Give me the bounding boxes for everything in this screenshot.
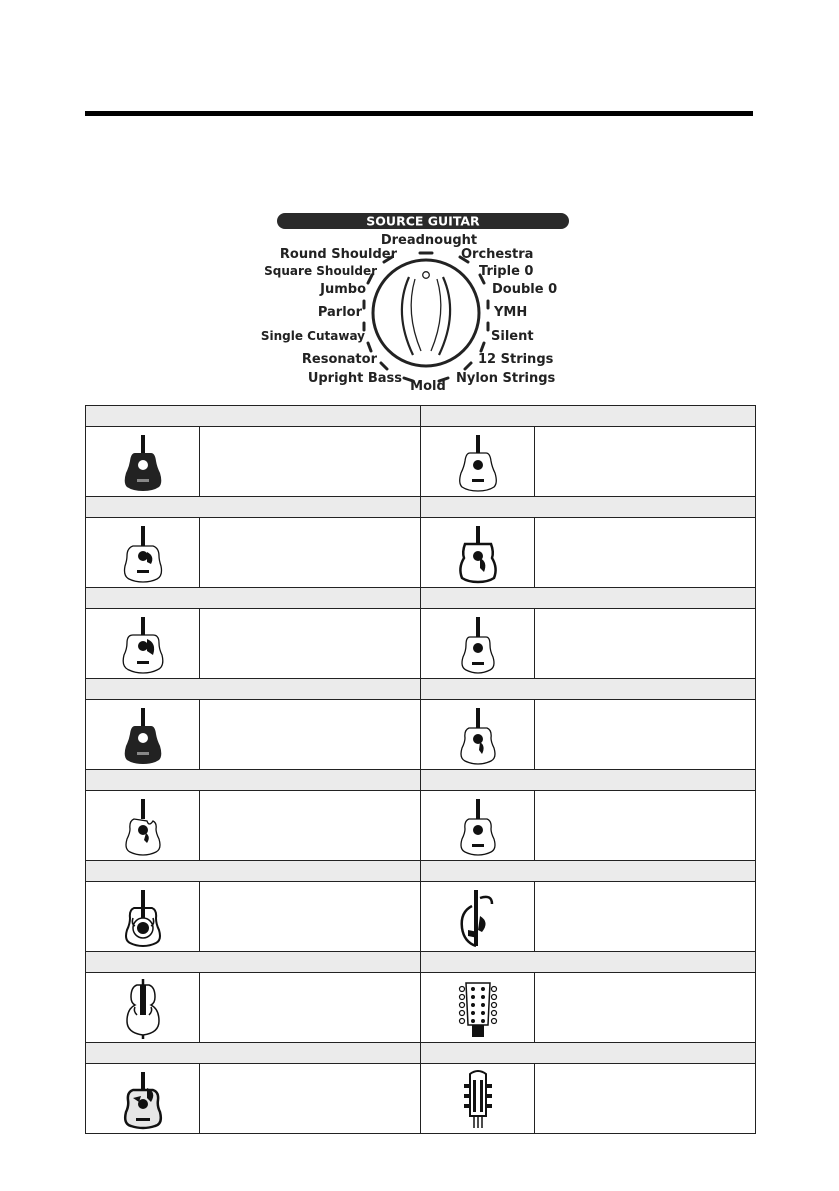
dial-position-upright-bass: Upright Bass — [307, 371, 402, 386]
twelve-string-headstock-icon — [421, 973, 535, 1042]
table-cell — [421, 679, 755, 770]
description — [200, 791, 420, 860]
nylon-string-headstock-icon — [421, 1064, 535, 1133]
cell-header — [421, 588, 755, 609]
dial-position-mold: Mold — [410, 379, 446, 394]
cell-header — [86, 588, 420, 609]
dial-position-dreadnought: Dreadnought — [380, 233, 478, 248]
upright-bass-icon — [86, 973, 200, 1042]
top-rule — [85, 111, 753, 116]
cell-header — [86, 770, 420, 791]
description — [535, 1064, 755, 1133]
parlor-guitar-icon — [421, 609, 535, 678]
dial-position-parlor: Parlor — [317, 305, 362, 320]
cell-header — [86, 497, 420, 518]
cell-header — [421, 861, 755, 882]
dial-position-round-shoulder: Round Shoulder — [279, 247, 397, 262]
mold-guitar-icon — [86, 1064, 200, 1133]
cell-header — [86, 406, 420, 427]
dial-position-resonator: Resonator — [301, 352, 377, 367]
triple-zero-guitar-icon — [421, 791, 535, 860]
description — [535, 609, 755, 678]
orchestra-guitar-icon — [421, 700, 535, 769]
description — [200, 700, 420, 769]
description — [200, 518, 420, 587]
round-shoulder-guitar-icon — [86, 518, 200, 587]
table-cell — [421, 770, 755, 861]
square-shoulder-guitar-icon — [421, 518, 535, 587]
table-cell — [421, 952, 755, 1043]
dial-knob[interactable] — [373, 260, 479, 366]
cell-header — [86, 861, 420, 882]
description — [535, 973, 755, 1042]
dial-title: SOURCE GUITAR — [366, 213, 480, 229]
cell-header — [86, 679, 420, 700]
single-cutaway-dark-guitar-icon — [86, 700, 200, 769]
guitar-type-table — [85, 405, 756, 1134]
table-cell — [421, 406, 755, 497]
cell-header — [421, 952, 755, 973]
table-cell — [86, 1043, 421, 1133]
silent-guitar-icon — [421, 882, 535, 951]
dial-position-square-shoulder: Square Shoulder — [264, 264, 377, 278]
dial-pointer-dot — [423, 272, 430, 279]
table-cell — [86, 406, 421, 497]
description — [535, 518, 755, 587]
cutaway-guitar-icon — [86, 791, 200, 860]
table-cell — [86, 497, 421, 588]
table-cell — [421, 1043, 755, 1133]
description — [535, 700, 755, 769]
description — [535, 882, 755, 951]
cell-header — [86, 952, 420, 973]
dial-position-double-0: Double 0 — [492, 282, 558, 297]
dreadnought-dark-guitar-icon — [86, 427, 200, 496]
dreadnought-guitar-icon — [421, 427, 535, 496]
table-cell — [86, 679, 421, 770]
table-cell — [86, 861, 421, 952]
cell-header — [421, 406, 755, 427]
resonator-guitar-icon — [86, 882, 200, 951]
description — [200, 973, 420, 1042]
cell-header — [421, 1043, 755, 1064]
dial-position-12-strings: 12 Strings — [478, 352, 554, 367]
table-cell — [421, 588, 755, 679]
description — [200, 427, 420, 496]
description — [535, 791, 755, 860]
description — [200, 609, 420, 678]
dial-position-silent: Silent — [491, 329, 534, 344]
dial-position-ymh: YMH — [494, 305, 528, 320]
description — [200, 882, 420, 951]
table-cell — [86, 770, 421, 861]
cell-header — [421, 679, 755, 700]
description — [200, 1064, 420, 1133]
source-guitar-dial[interactable] — [255, 205, 575, 400]
dial-position-nylon-strings: Nylon Strings — [456, 371, 556, 386]
dial-position-triple-0: Triple 0 — [479, 264, 534, 279]
cell-header — [86, 1043, 420, 1064]
table-cell — [421, 497, 755, 588]
dial-position-orchestra: Orchestra — [461, 247, 534, 262]
description — [535, 427, 755, 496]
cell-header — [421, 497, 755, 518]
dial-position-single-cutaway: Single Cutaway — [260, 329, 365, 343]
jumbo-guitar-icon — [86, 609, 200, 678]
table-cell — [86, 952, 421, 1043]
table-cell — [86, 588, 421, 679]
dial-position-jumbo: Jumbo — [320, 282, 366, 297]
table-cell — [421, 861, 755, 952]
cell-header — [421, 770, 755, 791]
